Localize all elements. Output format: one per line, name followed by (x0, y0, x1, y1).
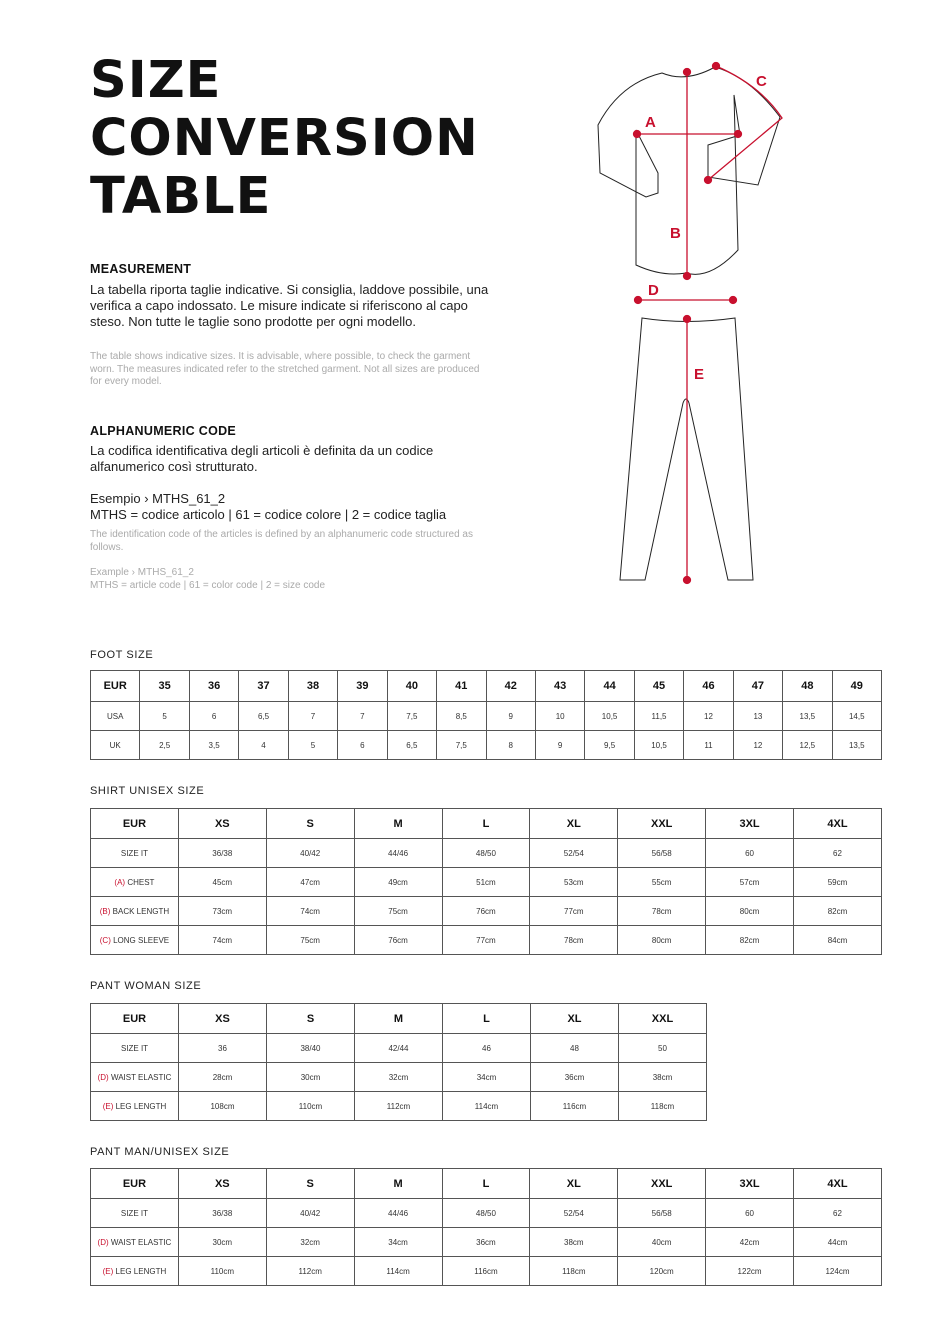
table-row (91, 1199, 882, 1228)
label-a: A (645, 114, 656, 131)
shirt-outline-icon (598, 67, 780, 274)
row-label (91, 1257, 179, 1286)
table-cell: 9 (535, 731, 584, 760)
table-cell: 50 (619, 1034, 707, 1063)
header-cell: EUR (91, 1004, 179, 1034)
header-cell: XL (531, 1004, 619, 1034)
table-cell: 40/42 (266, 839, 354, 868)
table-cell: 36cm (442, 1228, 530, 1257)
table-cell: 40/42 (266, 1199, 354, 1228)
table-cell: 32cm (355, 1063, 443, 1092)
alphanumeric-example-it-2: MTHS = codice articolo | 61 = codice colore | 2 = codice taglia (90, 507, 447, 522)
row-label-prefix: (D) (97, 1072, 109, 1082)
table-cell: 120cm (618, 1257, 706, 1286)
alphanumeric-example-en-2: MTHS = article code | 61 = color code | 2 = size code (90, 580, 326, 591)
row-label-name: UK (109, 740, 121, 750)
table-cell: 56/58 (618, 839, 706, 868)
table-cell: 36cm (531, 1063, 619, 1092)
header-cell: 49 (832, 671, 881, 702)
row-label-name: LONG SLEEVE (113, 935, 170, 945)
table-cell: 45cm (178, 868, 266, 897)
title-line: TABLE (90, 167, 272, 226)
row-label (91, 731, 140, 760)
header-cell: 3XL (706, 809, 794, 839)
table-cell: 76cm (442, 897, 530, 926)
header-cell: XS (179, 1004, 267, 1034)
header-cell: M (354, 1169, 442, 1199)
header-cell: M (355, 1004, 443, 1034)
row-label (91, 1063, 179, 1092)
table-row (91, 839, 882, 868)
header-cell: 43 (535, 671, 584, 702)
alphanumeric-text-it: La codifica identificativa degli articoli è definita da un codice alfanumerico così strutturato. (90, 443, 434, 474)
row-label-name: SIZE IT (120, 1043, 149, 1053)
header-cell: 36 (189, 671, 238, 702)
alphanumeric-heading: ALPHANUMERIC CODE (90, 424, 237, 438)
table-cell: 10,5 (585, 702, 634, 731)
measurement-text-en: The table shows indicative sizes. It is advisable, where possible, to check the garment worn. The measures indicated refer to the stretched garment. Not all sizes are produced for every model. (90, 351, 480, 387)
measurement-heading: MEASUREMENT (90, 262, 192, 276)
row-label (91, 1228, 179, 1257)
table-cell: 7,5 (387, 702, 436, 731)
table-cell: 122cm (706, 1257, 794, 1286)
table-row (91, 897, 882, 926)
table-cell: 62 (794, 839, 882, 868)
row-label-name: CHEST (127, 877, 155, 887)
header-cell: EUR (91, 809, 179, 839)
row-label-name: USA (106, 711, 124, 721)
table-cell: 49cm (354, 868, 442, 897)
header-cell: 42 (486, 671, 535, 702)
row-label-name: LEG LENGTH (115, 1266, 167, 1276)
table-row (91, 1034, 707, 1063)
table-cell: 77cm (442, 926, 530, 955)
table-cell: 38cm (530, 1228, 618, 1257)
row-label (91, 868, 179, 897)
table-cell: 118cm (619, 1092, 707, 1121)
header-cell: 39 (338, 671, 387, 702)
label-e: E (694, 366, 705, 383)
table-cell: 6,5 (239, 702, 288, 731)
table-cell: 116cm (442, 1257, 530, 1286)
table-cell: 13,5 (832, 731, 881, 760)
header-cell: L (442, 1169, 530, 1199)
row-label (91, 702, 140, 731)
table-cell: 110cm (178, 1257, 266, 1286)
table-cell: 114cm (443, 1092, 531, 1121)
row-label (91, 1199, 179, 1228)
table-cell: 5 (140, 702, 189, 731)
row-label-name: WAIST ELASTIC (110, 1237, 172, 1247)
pant-woman-size-label: PANT WOMAN SIZE (90, 980, 202, 992)
row-label-prefix: (C) (99, 935, 111, 945)
table-cell: 10 (535, 702, 584, 731)
table-cell: 34cm (443, 1063, 531, 1092)
table-cell: 44/46 (354, 839, 442, 868)
table-cell: 56/58 (618, 1199, 706, 1228)
alphanumeric-example-it-1: Esempio › MTHS_61_2 (90, 491, 226, 506)
header-cell: 40 (387, 671, 436, 702)
alphanumeric-text-en: The identification code of the articles is defined by an alphanumeric code structured as follows. (90, 529, 473, 553)
table-cell: 4 (239, 731, 288, 760)
table-cell: 42/44 (355, 1034, 443, 1063)
table-cell: 5 (288, 731, 337, 760)
table-cell: 48/50 (442, 1199, 530, 1228)
table-cell: 2,5 (140, 731, 189, 760)
header-cell: L (442, 809, 530, 839)
table-cell: 9 (486, 702, 535, 731)
table-cell: 51cm (442, 868, 530, 897)
table-cell: 36 (179, 1034, 267, 1063)
table-cell: 52/54 (530, 839, 618, 868)
title-line: SIZE (90, 51, 222, 110)
table-row (91, 702, 882, 731)
pant-woman-size-table (90, 1003, 707, 1121)
table-cell: 112cm (355, 1092, 443, 1121)
row-label (91, 926, 179, 955)
label-b: B (670, 225, 681, 242)
row-label-prefix: (E) (102, 1266, 114, 1276)
table-cell: 55cm (618, 868, 706, 897)
header-cell: 3XL (706, 1169, 794, 1199)
table-cell: 34cm (354, 1228, 442, 1257)
table-cell: 124cm (794, 1257, 882, 1286)
row-label (91, 839, 179, 868)
row-label-name: LEG LENGTH (115, 1101, 167, 1111)
table-cell: 110cm (267, 1092, 355, 1121)
header-cell: 46 (684, 671, 733, 702)
table-row (91, 868, 882, 897)
header-cell: S (266, 1169, 354, 1199)
header-cell: S (266, 809, 354, 839)
table-cell: 77cm (530, 897, 618, 926)
header-cell: EUR (91, 1169, 179, 1199)
row-label-prefix: (A) (114, 877, 126, 887)
table-cell: 8 (486, 731, 535, 760)
table-cell: 38/40 (267, 1034, 355, 1063)
row-label-name: SIZE IT (120, 848, 148, 858)
table-cell: 10,5 (634, 731, 683, 760)
table-cell: 82cm (794, 897, 882, 926)
header-cell: 4XL (794, 809, 882, 839)
table-cell: 59cm (794, 868, 882, 897)
table-cell: 80cm (618, 926, 706, 955)
table-cell: 6 (189, 702, 238, 731)
header-cell: XXL (618, 1169, 706, 1199)
table-cell: 74cm (266, 897, 354, 926)
table-cell: 7 (288, 702, 337, 731)
table-cell: 118cm (530, 1257, 618, 1286)
header-cell: XL (530, 809, 618, 839)
page-title (90, 52, 479, 226)
table-cell: 7,5 (437, 731, 486, 760)
table-cell: 78cm (618, 897, 706, 926)
table-cell: 36/38 (178, 839, 266, 868)
table-cell: 12,5 (783, 731, 832, 760)
header-cell: 45 (634, 671, 683, 702)
table-cell: 48/50 (442, 839, 530, 868)
table-cell: 32cm (266, 1228, 354, 1257)
table-cell: 42cm (706, 1228, 794, 1257)
table-cell: 13,5 (783, 702, 832, 731)
header-cell: 44 (585, 671, 634, 702)
table-cell: 116cm (531, 1092, 619, 1121)
header-cell: 37 (239, 671, 288, 702)
row-label-prefix: (E) (102, 1101, 114, 1111)
header-cell: L (443, 1004, 531, 1034)
table-cell: 47cm (266, 868, 354, 897)
table-row (91, 1092, 707, 1121)
measurement-text-it: La tabella riporta taglie indicative. Si consiglia, laddove possibile, una verifica a capo indossato. Le misure indicate si riferiscono al capo steso. Non tutte le taglie sono prodotte per ogni modello. (90, 282, 489, 329)
table-cell: 7 (338, 702, 387, 731)
header-cell: S (267, 1004, 355, 1034)
table-cell: 60 (706, 839, 794, 868)
table-cell: 13 (733, 702, 782, 731)
alphanumeric-example-en-1: Example › MTHS_61_2 (90, 567, 194, 578)
table-cell: 3,5 (189, 731, 238, 760)
table-row (91, 1228, 882, 1257)
row-label-name: WAIST ELASTIC (110, 1072, 172, 1082)
table-cell: 8,5 (437, 702, 486, 731)
table-cell: 40cm (618, 1228, 706, 1257)
header-cell: XL (530, 1169, 618, 1199)
table-cell: 62 (794, 1199, 882, 1228)
table-row (91, 731, 882, 760)
table-cell: 14,5 (832, 702, 881, 731)
header-cell: 35 (140, 671, 189, 702)
shirt-size-label: SHIRT UNISEX SIZE (90, 785, 205, 797)
table-cell: 112cm (266, 1257, 354, 1286)
table-cell: 75cm (354, 897, 442, 926)
table-row (91, 926, 882, 955)
table-cell: 12 (733, 731, 782, 760)
table-cell: 52/54 (530, 1199, 618, 1228)
table-cell: 12 (684, 702, 733, 731)
table-cell: 44cm (794, 1228, 882, 1257)
header-cell: XXL (618, 809, 706, 839)
row-label-name: BACK LENGTH (112, 906, 170, 916)
table-cell: 48 (531, 1034, 619, 1063)
row-label-name: SIZE IT (120, 1208, 148, 1218)
shirt-size-table (90, 808, 882, 955)
table-row (91, 1063, 707, 1092)
table-cell: 30cm (267, 1063, 355, 1092)
header-cell: XXL (619, 1004, 707, 1034)
table-cell: 84cm (794, 926, 882, 955)
table-cell: 46 (443, 1034, 531, 1063)
header-cell: 4XL (794, 1169, 882, 1199)
table-cell: 78cm (530, 926, 618, 955)
table-cell: 6,5 (387, 731, 436, 760)
table-cell: 80cm (706, 897, 794, 926)
table-cell: 11,5 (634, 702, 683, 731)
table-cell: 11 (684, 731, 733, 760)
table-header-row (91, 671, 882, 702)
table-cell: 73cm (178, 897, 266, 926)
table-cell: 30cm (178, 1228, 266, 1257)
label-d: D (648, 282, 659, 299)
table-cell: 6 (338, 731, 387, 760)
header-cell: 38 (288, 671, 337, 702)
table-cell: 53cm (530, 868, 618, 897)
foot-size-table (90, 670, 882, 760)
title-line: CONVERSION (90, 109, 479, 168)
garment-diagram (590, 55, 790, 590)
table-header-row (91, 809, 882, 839)
row-label (91, 1034, 179, 1063)
table-cell: 60 (706, 1199, 794, 1228)
header-cell: M (354, 809, 442, 839)
label-c: C (756, 73, 767, 90)
table-header-row (91, 1169, 882, 1199)
table-header-row (91, 1004, 707, 1034)
header-cell: 41 (437, 671, 486, 702)
table-cell: 57cm (706, 868, 794, 897)
table-cell: 9,5 (585, 731, 634, 760)
table-cell: 76cm (354, 926, 442, 955)
header-cell: XS (178, 1169, 266, 1199)
row-label-prefix: (D) (97, 1237, 109, 1247)
table-cell: 38cm (619, 1063, 707, 1092)
row-label-prefix: (B) (99, 906, 111, 916)
table-cell: 108cm (179, 1092, 267, 1121)
table-cell: 28cm (179, 1063, 267, 1092)
table-row (91, 1257, 882, 1286)
row-label (91, 1092, 179, 1121)
header-cell: EUR (91, 671, 140, 702)
table-cell: 36/38 (178, 1199, 266, 1228)
table-cell: 114cm (354, 1257, 442, 1286)
header-cell: 47 (733, 671, 782, 702)
table-cell: 74cm (178, 926, 266, 955)
table-cell: 44/46 (354, 1199, 442, 1228)
pant-man-size-table (90, 1168, 882, 1286)
header-cell: 48 (783, 671, 832, 702)
table-cell: 82cm (706, 926, 794, 955)
pant-man-size-label: PANT MAN/UNISEX SIZE (90, 1146, 230, 1158)
table-cell: 75cm (266, 926, 354, 955)
row-label (91, 897, 179, 926)
foot-size-label: FOOT SIZE (90, 649, 154, 661)
header-cell: XS (178, 809, 266, 839)
